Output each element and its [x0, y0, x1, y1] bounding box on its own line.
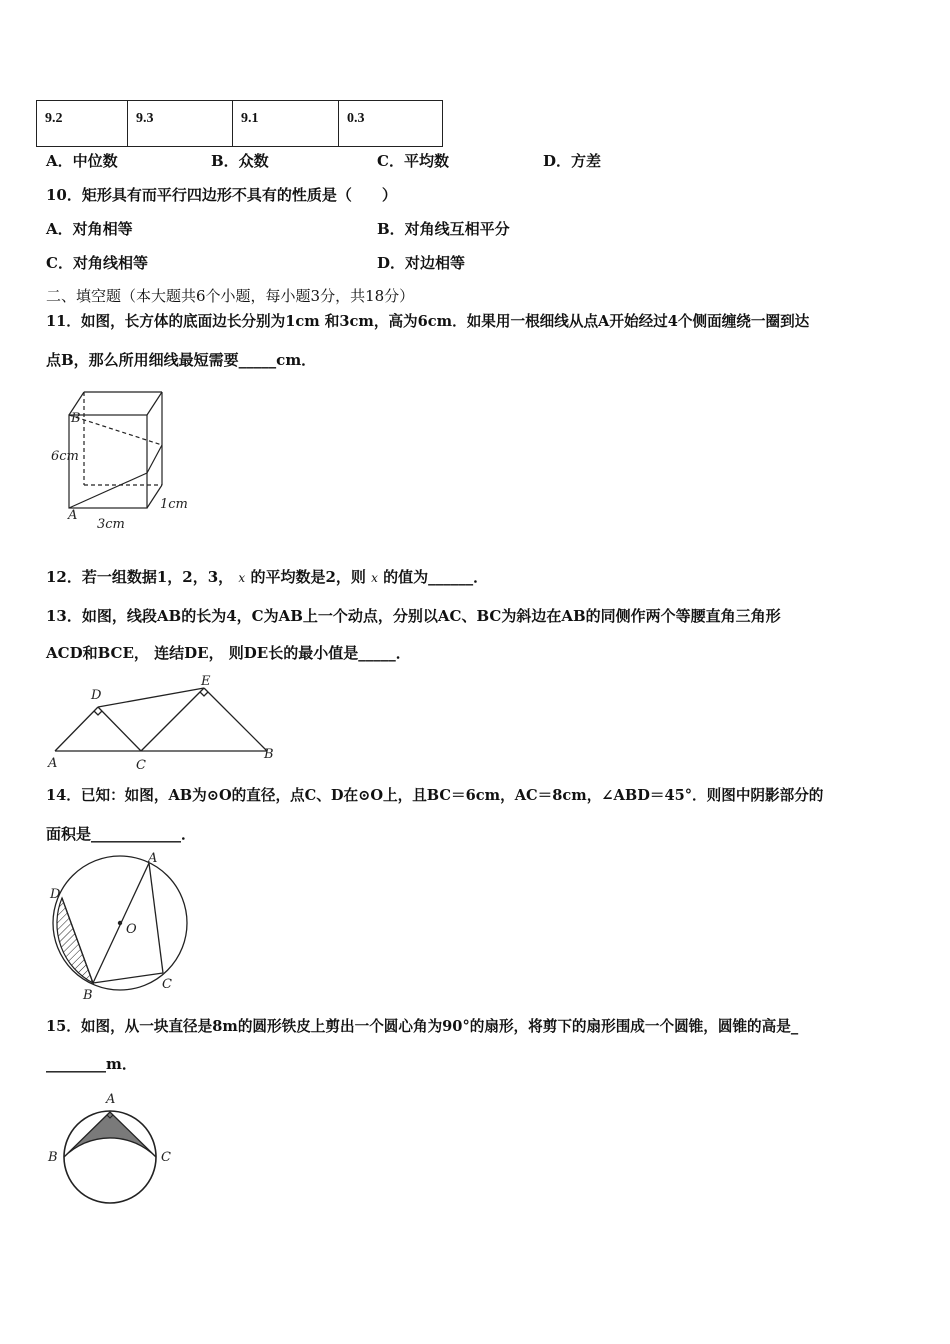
cuboid-figure — [40, 380, 210, 540]
q12-var-1: x — [238, 571, 246, 585]
table-cell: 0.3 — [339, 101, 443, 147]
q15-line1: 15．如图，从一块直径是8m的圆形铁皮上剪出一个圆心角为90°的扇形，将剪下的扇形围成一个圆锥，圆锥的高是_ — [46, 1018, 799, 1035]
label-a: A — [68, 508, 78, 523]
q11-line2: 点B，那么所用细线最短需要_____cm． — [46, 351, 317, 369]
table-cell: 9.3 — [128, 101, 233, 147]
q14-line1: 14．已知：如图，AB为⊙O的直径，点C、D在⊙O上，且BC＝6cm，AC＝8cm，∠ABD＝45°．则图中阴影部分的 — [46, 787, 824, 804]
q12-text-1: 12．若一组数据1，2，3， — [46, 568, 234, 586]
table-cell: 9.2 — [37, 101, 128, 147]
q11-line1: 11．如图，长方体的底面边长分别为1cm 和3cm，高为6cm．如果用一根细线从点A开始经过4个侧面缠绕一圈到达 — [46, 313, 810, 330]
data-table — [36, 100, 443, 147]
q10-option-b: B．对角线互相平分 — [377, 220, 510, 238]
label-height: 6cm — [51, 449, 79, 464]
q9-option-c: C．平均数 — [377, 152, 449, 170]
q12-var-2: x — [371, 571, 378, 585]
label-b: B — [264, 747, 274, 762]
q15-line2: ________m． — [46, 1055, 137, 1073]
q10-option-d: D．对边相等 — [377, 254, 466, 272]
label-o: O — [126, 922, 137, 937]
q12-stem — [46, 567, 488, 588]
q14-line2: 面积是____________． — [46, 825, 197, 843]
q9-option-b: B．众数 — [211, 152, 269, 170]
label-c: C — [162, 977, 172, 992]
label-a: A — [148, 851, 158, 866]
label-a: A — [106, 1092, 116, 1107]
label-depth: 1cm — [160, 497, 188, 512]
triangles-figure — [40, 672, 290, 777]
q9-option-a: A．中位数 — [46, 152, 118, 170]
q10-option-c: C．对角线相等 — [46, 254, 148, 272]
label-a: A — [48, 756, 58, 771]
label-b: B — [83, 988, 93, 1003]
q13-line1: 13．如图，线段AB的长为4，C为AB上一个动点，分别以AC、BC为斜边在AB的同侧作两个等腰直角三角形 — [46, 607, 781, 625]
table-cell: 9.1 — [233, 101, 339, 147]
label-c: C — [161, 1150, 171, 1165]
q10-option-a: A．对角相等 — [46, 220, 133, 238]
label-c: C — [136, 758, 146, 773]
label-d: D — [91, 688, 102, 703]
label-e: E — [201, 674, 211, 689]
q10-stem: 10．矩形具有而平行四边形不具有的性质是（ ） — [46, 186, 397, 204]
q12-text-2: 的平均数是2，则 — [250, 568, 366, 586]
label-b: B — [48, 1150, 58, 1165]
label-width: 3cm — [97, 517, 125, 532]
label-d: D — [50, 887, 61, 902]
q12-text-3: 的值为______． — [383, 568, 489, 586]
label-b: B — [71, 411, 81, 426]
section-heading: 二、填空题（本大题共6个小题，每小题3分，共18分） — [46, 287, 415, 305]
sector-figure — [40, 1085, 190, 1210]
circle-figure — [40, 848, 210, 1008]
q13-line2: ACD和BCE， 连结DE， 则DE长的最小值是_____． — [46, 644, 411, 662]
table-row — [37, 101, 443, 147]
q9-option-d: D．方差 — [543, 152, 602, 170]
